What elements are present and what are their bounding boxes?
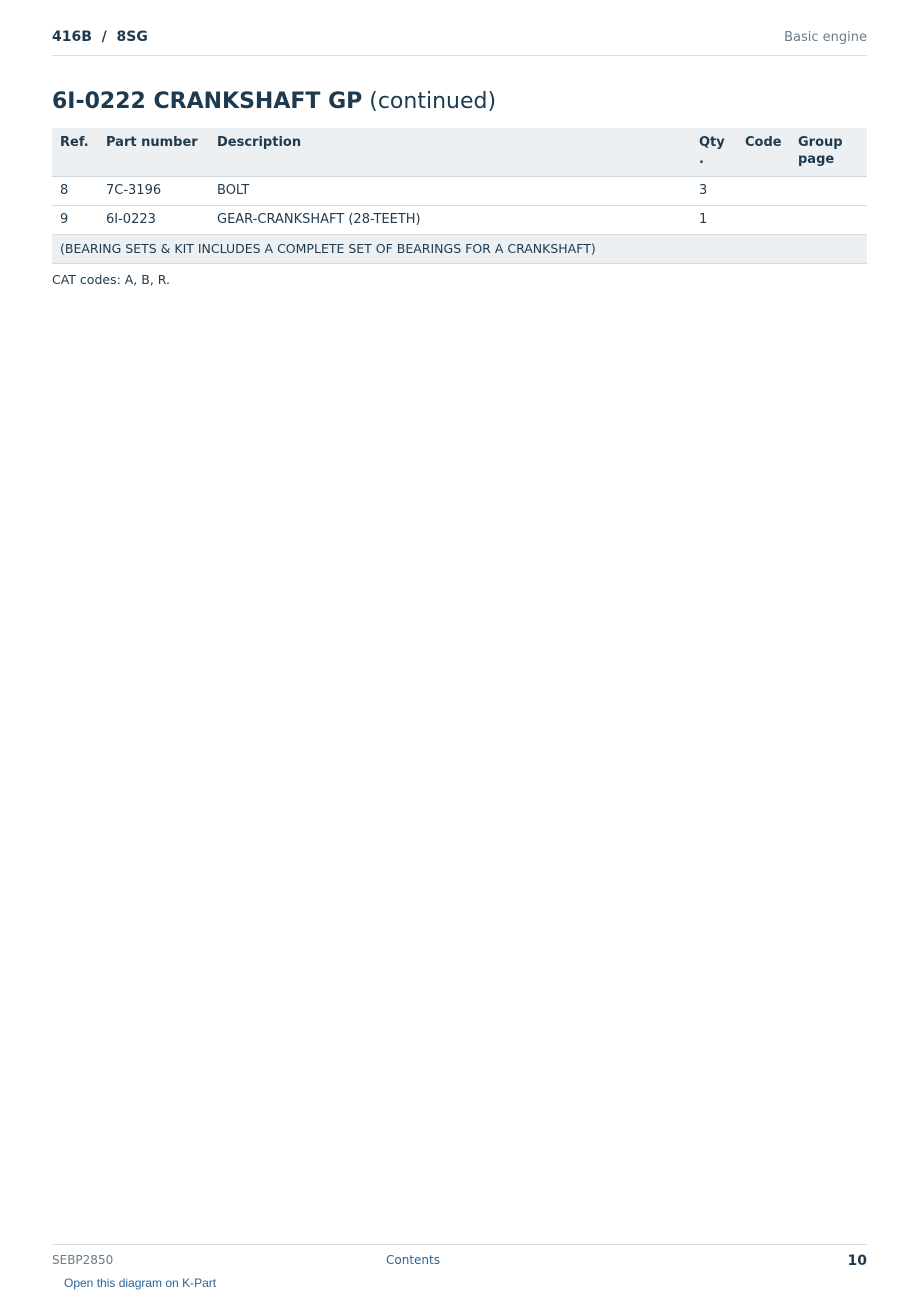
- table-note-row: [52, 235, 867, 264]
- kpart-diagram-link[interactable]: Open this diagram on K-Part: [64, 1276, 217, 1290]
- column-header-part-number: Part number: [98, 128, 209, 177]
- part-group-title: 6I-0222 CRANKSHAFT GP: [52, 89, 363, 114]
- page-footer: [52, 1244, 867, 1275]
- column-header-ref: Ref.: [52, 128, 98, 177]
- model-label: 416B / 8SG: [52, 29, 148, 45]
- parts-table: [52, 128, 867, 264]
- cat-codes: CAT codes: A, B, R.: [52, 272, 170, 287]
- section-label: Basic engine: [784, 30, 867, 45]
- cell-code: [737, 206, 790, 235]
- cell-part-number: 6I-0223: [98, 206, 209, 235]
- table-note: (BEARING SETS & KIT INCLUDES A COMPLETE SET OF BEARINGS FOR A CRANKSHAFT): [52, 235, 867, 264]
- cell-description: GEAR-CRANKSHAFT (28-TEETH): [209, 206, 691, 235]
- title-suffix: (continued): [369, 89, 497, 114]
- cell-qty: 3: [691, 177, 737, 206]
- cell-description: BOLT: [209, 177, 691, 206]
- cell-qty: 1: [691, 206, 737, 235]
- cell-ref: 9: [52, 206, 98, 235]
- cell-group-page: [790, 177, 867, 206]
- cell-group-page: [790, 206, 867, 235]
- table-row: [52, 177, 867, 206]
- column-header-code: Code: [737, 128, 790, 177]
- table-header-row: [52, 128, 867, 177]
- cell-ref: 8: [52, 177, 98, 206]
- contents-link[interactable]: Contents: [386, 1253, 440, 1267]
- column-header-qty: Qty .: [691, 128, 737, 177]
- page-title: [52, 89, 496, 114]
- column-header-description: Description: [209, 128, 691, 177]
- column-header-group-page: Group page: [790, 128, 867, 177]
- table-row: [52, 206, 867, 235]
- cell-code: [737, 177, 790, 206]
- document-number: SEBP2850: [52, 1253, 114, 1267]
- page-number: 10: [847, 1253, 867, 1269]
- page-header: [52, 28, 867, 56]
- cell-part-number: 7C-3196: [98, 177, 209, 206]
